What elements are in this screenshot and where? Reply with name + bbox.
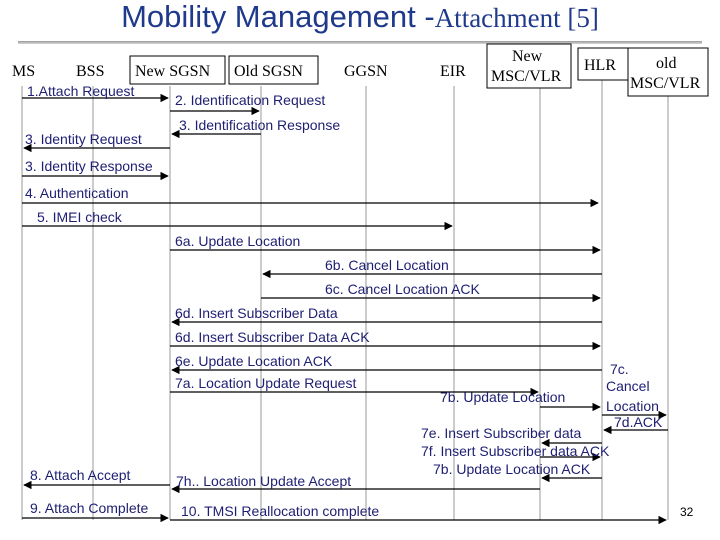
- label-7e-insert-subscriber-data: 7e. Insert Subscriber data: [421, 425, 582, 441]
- label-attach-accept: 8. Attach Accept: [30, 467, 131, 483]
- entity-ggsn: GGSN: [344, 63, 388, 80]
- entity-old-sgsn: Old SGSN: [234, 63, 303, 80]
- label-6c-cancel-location-ack: 6c. Cancel Location ACK: [325, 281, 480, 297]
- label-7c-line2: Cancel: [606, 378, 650, 394]
- entity-new-msc-vlr-line2: MSC/VLR: [491, 68, 562, 85]
- label-attach-complete: 9. Attach Complete: [30, 500, 149, 516]
- label-imei-check: 5. IMEI check: [37, 209, 122, 225]
- label-7b-update-location-ack: 7b. Update Location ACK: [433, 461, 591, 477]
- label-7c-line3: Location: [606, 398, 659, 414]
- page-number: 32: [680, 505, 694, 519]
- label-tmsi-reallocation-complete: 10. TMSI Reallocation complete: [181, 503, 380, 519]
- label-6e-update-location-ack: 6e. Update Location ACK: [175, 353, 333, 369]
- label-identification-response: 3. Identification Response: [179, 117, 341, 133]
- entity-hlr: HLR: [584, 57, 616, 74]
- label-6a-update-location: 6a. Update Location: [175, 233, 301, 249]
- label-authentication: 4. Authentication: [25, 185, 129, 201]
- label-7f-insert-subscriber-data-ack: 7f. Insert Subscriber data ACK: [421, 443, 610, 459]
- entity-ms: MS: [12, 63, 36, 80]
- entity-old-msc-vlr-line2: MSC/VLR: [630, 75, 701, 92]
- label-7b-update-location: 7b. Update Location: [440, 389, 566, 405]
- title-main: Mobility Management -: [121, 0, 435, 34]
- label-6b-cancel-location: 6b. Cancel Location: [325, 257, 449, 273]
- label-6d-insert-subscriber-data: 6d. Insert Subscriber Data: [175, 305, 338, 321]
- label-7d-ack: 7d.ACK: [614, 414, 663, 430]
- label-7h-location-update-accept: 7h.. Location Update Accept: [176, 473, 352, 489]
- title-suffix: Attachment [5]: [434, 3, 599, 33]
- entity-new-msc-vlr-line1: New: [512, 48, 543, 65]
- label-identity-response: 3. Identity Response: [25, 158, 153, 174]
- label-6d-insert-subscriber-data-ack: 6d. Insert Subscriber Data ACK: [175, 329, 370, 345]
- entity-old-msc-vlr-line1: old: [656, 55, 677, 72]
- label-identification-request: 2. Identification Request: [175, 92, 326, 108]
- label-7c-line1: 7c.: [610, 361, 629, 377]
- entity-new-sgsn: New SGSN: [135, 63, 211, 80]
- label-7a-location-update-request: 7a. Location Update Request: [175, 375, 357, 391]
- entity-eir: EIR: [440, 63, 466, 80]
- entity-bss: BSS: [76, 63, 105, 80]
- label-identity-request: 3. Identity Request: [25, 131, 142, 147]
- label-attach-request: 1.Attach Request: [27, 83, 135, 99]
